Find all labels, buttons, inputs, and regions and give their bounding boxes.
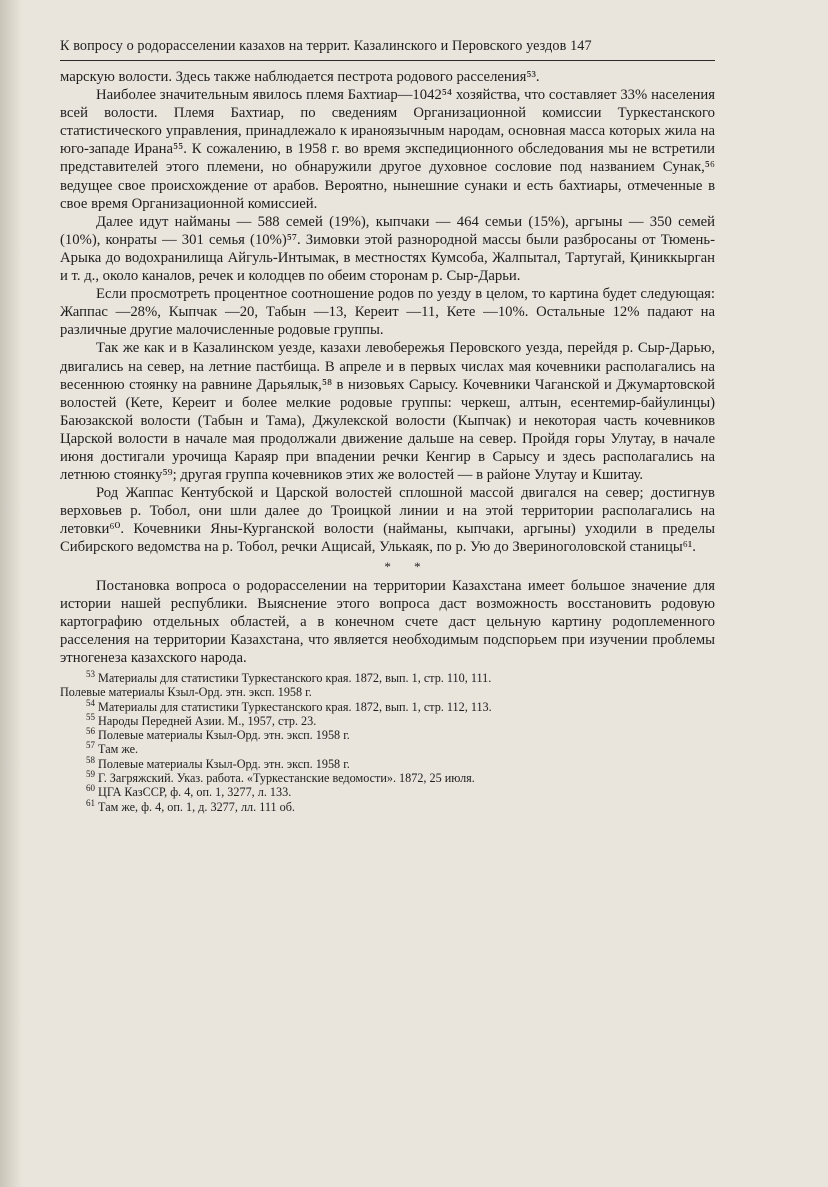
paragraph-naimans: Далее идут найманы — 588 семей (19%), кыпчаки — 464 семьи (15%), аргыны — 350 семей (10%), конраты — 301 семья (10%)⁵⁷. Зимовки этой разнородной массы были разбросаны от Тюмень-Арыка до водохранилища Айгуль-Интымак, в местностях Кумсоба, Жалпытал, Тартугай, Қиниккырган и т. д., около каналов, речек и колодцев по обеим сторонам р. Сыр-Дарьи.	[60, 213, 715, 285]
footnote: $^{53}$ Материалы для статистики Туркестанского края. 1872, вып. 1, стр. 110, 111.	[86, 669, 492, 685]
paragraph-migration: Так же как и в Казалинском уезде, казахи левобережья Перовского уезда, перейдя р. Сыр-Дарью, двигались на север, на летние пастбища. В апреле и в первых числах мая кочевники располагались на весеннюю стоянку на равнине Дарьялык,⁵⁸ в низовьях Сарысу. Кочевники Чаганской и Джумартовской волостей (Кете, Кереит и более мелкие родовые группы: черкеш, алтын, есентемир-байулинцы) Баюзакской волости (Табын и Тама), Джулекской волости (Кыпчак) и некоторая часть кочевников Царской волости в начале мая продолжали движение дальше на север. Пройдя горы Улутау, в начале июня достигали урочища Караяр при впадении речки Кенгир в Сарысу и здесь располагались на летнюю стоянку⁵⁹; другая группа кочевников этих же волостей — в районе Улутау и Кшитау.	[60, 340, 715, 484]
footnote: $^{59}$ Г. Загряжский. Указ. работа. «Туркестанские ведомости». 1872, 25 июля.	[86, 769, 475, 786]
footnote: Полевые материалы Кзыл-Орд. этн. эксп. 1958 г.	[60, 685, 312, 700]
footnote: $^{58}$ Полевые материалы Кзыл-Орд. этн. эксп. 1958 г.	[86, 754, 350, 771]
section-separator: * *	[384, 558, 431, 574]
paragraph-continuation: марскую волости. Здесь также наблюдается пестрота родового расселения⁵³.	[60, 69, 540, 85]
footnote: $^{56}$ Полевые материалы Кзыл-Орд. этн. эксп. 1958 г.	[86, 726, 350, 743]
footnote: $^{55}$ Народы Передней Азии. М., 1957, стр. 23.	[86, 711, 317, 728]
main-text	[60, 68, 715, 667]
paragraph-percentages: Если просмотреть процентное соотношение родов по уезду в целом, то картина будет следующая: Жаппас —28%, Кыпчак —20, Табын —13, Кереит —11, Кете —10%. Остальные 12% падают на различные другие малочисленные родовые группы.	[60, 286, 715, 339]
paragraph-conclusion: Постановка вопроса о родорасселении на территории Казахстана имеет большое значение для истории нашей республики. Выяснение этого вопроса даст возможность восстановить родовую картографию отдельных областей, а в конечном счете даст цельную картину родоплеменного расселения на территории Казахстана, что является необходимым подспорьем при изучении проблемы этногенеза казахского народа.	[60, 577, 715, 666]
scan-edge	[0, 0, 22, 1187]
footnote: $^{60}$ ЦГА КазССР, ф. 4, оп. 1, 3277, л. 133.	[86, 783, 292, 800]
document-page	[60, 38, 715, 814]
footnote: $^{57}$ Там же.	[86, 740, 139, 757]
header-title: К вопросу о родорасселении казахов на террит. Казалинского и Перовского уездов	[60, 38, 567, 54]
paragraph-bakhtiar: Наиболее значительным явилось племя Бахтиар—1042⁵⁴ хозяйства, что составляет 33% населения всей волости. Племя Бахтиар, по сведениям Организационной комиссии Туркестанского статистического управления, принадлежало к ираноязычным народам, основная масса которых жила на юго-западе Ирана⁵⁵. К сожалению, в 1958 г. во время экспедиционного обследования мы не встретили представителей этого племени, но обнаружили другое духовное сословие под названием Сунак,⁵⁶ ведущее свое происхождение от арабов. Вероятно, нынешние сунаки и есть бахтиары, отмеченные в свое время Организационной комиссией.	[60, 87, 715, 212]
footnotes	[60, 671, 715, 814]
page-number: 147	[570, 38, 592, 54]
paragraph-zhappas: Род Жаппас Кентубской и Царской волостей сплошной массой двигался на север; достигнув верховьев р. Тобол, они шли далее до Троицкой линии и на этой территории располагались на летовки⁶⁰. Кочевники Яны-Курганской волости (найманы, кыпчаки, аргыны) уходили в пределы Сибирского ведомства на р. Тобол, речки Ащисай, Улькаяк, по р. Ую до Звериноголовской станицы⁶¹.	[60, 485, 715, 556]
footnote: $^{54}$ Материалы для статистики Туркестанского края. 1872, вып. 1, стр. 112, 113.	[86, 697, 492, 714]
footnote: $^{61}$ Там же, ф. 4, оп. 1, д. 3277, лл. 111 об.	[86, 797, 295, 814]
running-header	[60, 38, 715, 61]
